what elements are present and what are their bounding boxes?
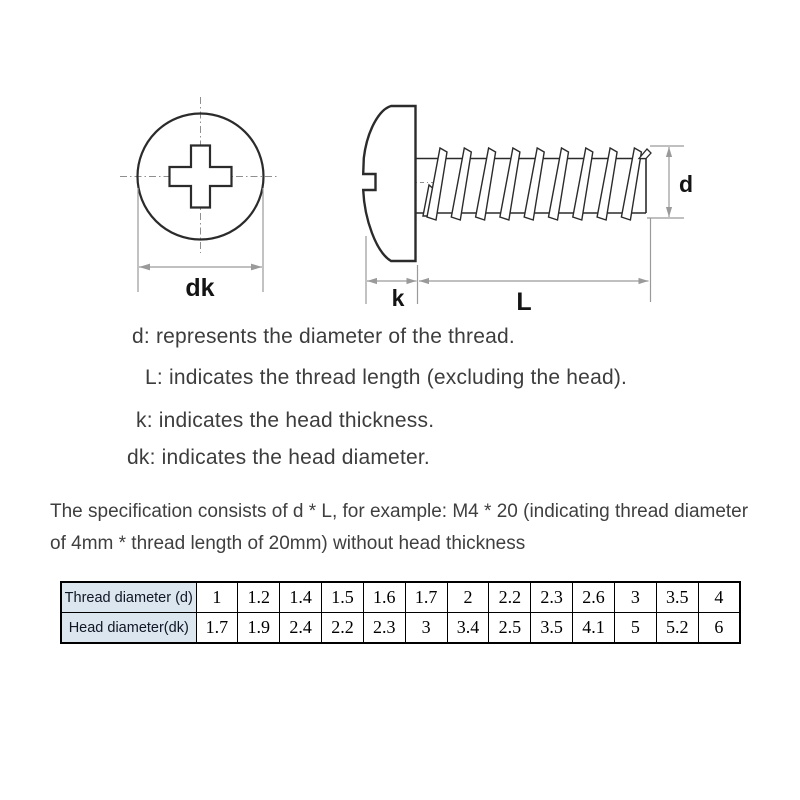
- table-cell: 3.4: [447, 613, 489, 644]
- table-cell: 3: [614, 582, 656, 613]
- pan-head-profile: [363, 106, 415, 261]
- definition-k: k: indicates the head thickness.: [136, 409, 435, 432]
- definition-L: L: indicates the thread length (excluding the head).: [145, 366, 628, 389]
- arrow-left-icon: [367, 278, 377, 284]
- arrow-up-icon: [666, 147, 672, 157]
- screw-front-view: [120, 97, 279, 302]
- definition-d: d: represents the diameter of the thread.: [132, 325, 515, 348]
- table-cell: 5.2: [656, 613, 698, 644]
- table-cell: 4: [698, 582, 740, 613]
- arrow-right-icon: [407, 278, 417, 284]
- table-cell: 2.6: [573, 582, 615, 613]
- diameter-table: [60, 581, 741, 644]
- table-cell: 1.2: [238, 582, 280, 613]
- table-cell: 3: [405, 613, 447, 644]
- table-cell: 2.2: [489, 582, 531, 613]
- k-label: k: [391, 285, 405, 311]
- definition-dk: dk: indicates the head diameter.: [127, 446, 430, 469]
- L-label: L: [516, 288, 532, 316]
- arrow-left-icon: [139, 264, 150, 271]
- table-cell: 1.7: [405, 582, 447, 613]
- table-cell: 2.2: [322, 613, 364, 644]
- table-cell: 1.4: [280, 582, 322, 613]
- table-cell: 2.4: [280, 613, 322, 644]
- table-row-head-diameter: [61, 613, 740, 644]
- row-header-head-diameter: Head diameter(dk): [61, 613, 196, 644]
- table-cell: 1.6: [363, 582, 405, 613]
- d-label: d: [678, 171, 694, 197]
- table-cell: 4.1: [573, 613, 615, 644]
- arrow-right-icon: [251, 264, 262, 271]
- table-cell: 2.3: [363, 613, 405, 644]
- table-row-thread-diameter: [61, 582, 740, 613]
- specification-paragraph: The specification consists of d * L, for example: M4 * 20 (indicating thread diameter of 4mm * thread length of 20mm) without head thickness: [50, 501, 749, 554]
- table-cell: 2: [447, 582, 489, 613]
- table-cell: 2.3: [531, 582, 573, 613]
- arrow-left-icon: [419, 278, 429, 284]
- screw-side-view: [363, 106, 693, 316]
- phillips-cross-icon: [170, 146, 232, 208]
- screw-dimension-diagram: [0, 0, 800, 320]
- table-cell: 3.5: [656, 582, 698, 613]
- table-cell: 1: [196, 582, 238, 613]
- arrow-right-icon: [639, 278, 649, 284]
- table-cell: 2.5: [489, 613, 531, 644]
- table-cell: 6: [698, 613, 740, 644]
- row-header-thread-diameter: Thread diameter (d): [61, 582, 196, 613]
- arrow-down-icon: [666, 207, 672, 217]
- screw-diagram-svg: [0, 0, 800, 320]
- table-cell: 5: [614, 613, 656, 644]
- table-cell: 1.7: [196, 613, 238, 644]
- table-cell: 1.5: [322, 582, 364, 613]
- table-cell: 3.5: [531, 613, 573, 644]
- table-cell: 1.9: [238, 613, 280, 644]
- dk-label: dk: [185, 274, 215, 302]
